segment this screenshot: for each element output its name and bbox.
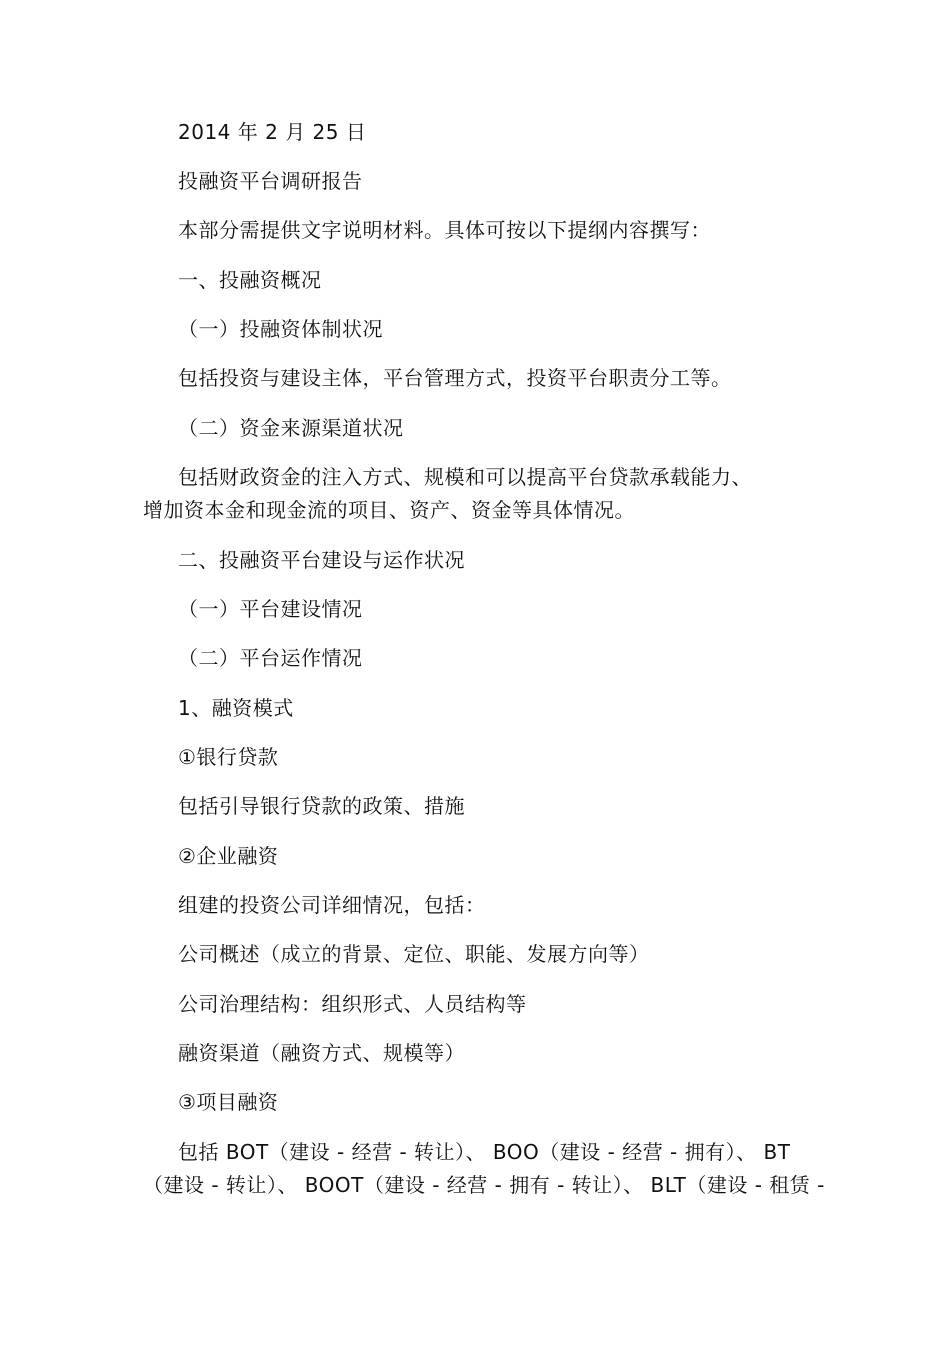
section2-sub1-heading: （一）平台建设情况 (178, 597, 363, 621)
financing-channels-point: 融资渠道（融资方式、规模等） (178, 1041, 465, 1065)
section2-heading: 二、投融资平台建设与运作状况 (178, 548, 465, 572)
document-intro: 本部分需提供文字说明材料。具体可按以下提纲内容撰写： (178, 218, 711, 242)
corporate-governance-point: 公司治理结构：组织形式、人员结构等 (178, 992, 527, 1016)
company-overview-point: 公司概述（成立的背景、定位、职能、发展方向等） (178, 942, 650, 966)
section1-sub1-text: 包括投资与建设主体，平台管理方式，投资平台职责分工等。 (178, 366, 732, 390)
section2-sub2-heading: （二）平台运作情况 (178, 646, 363, 670)
section1-sub1-heading: （一）投融资体制状况 (178, 317, 383, 341)
enterprise-financing-text: 组建的投资公司详细情况，包括： (178, 893, 486, 917)
document-date: 2014 年 2 月 25 日 (178, 120, 367, 144)
bank-loan-heading: ①银行贷款 (178, 745, 279, 769)
financing-mode-heading: 1、融资模式 (178, 696, 294, 720)
section1-sub2-text-line1: 包括财政资金的注入方式、规模和可以提高平台贷款承载能力、 (178, 465, 752, 489)
project-financing-text-line2: （建设 - 转让）、 BOOT（建设 - 经营 - 拥有 - 转让）、 BLT（建设 - 租赁 - (143, 1173, 825, 1197)
project-financing-heading: ③项目融资 (178, 1090, 279, 1114)
project-financing-text-line1: 包括 BOT（建设 - 经营 - 转让）、 BOO（建设 - 经营 - 拥有）、 BT (178, 1140, 791, 1164)
section1-sub2-heading: （二）资金来源渠道状况 (178, 416, 404, 440)
document-title: 投融资平台调研报告 (178, 169, 363, 193)
section1-sub2-text-line2: 增加资本金和现金流的项目、资产、资金等具体情况。 (143, 498, 635, 522)
section1-heading: 一、投融资概况 (178, 268, 322, 292)
bank-loan-text: 包括引导银行贷款的政策、措施 (178, 794, 465, 818)
enterprise-financing-heading: ②企业融资 (178, 844, 279, 868)
